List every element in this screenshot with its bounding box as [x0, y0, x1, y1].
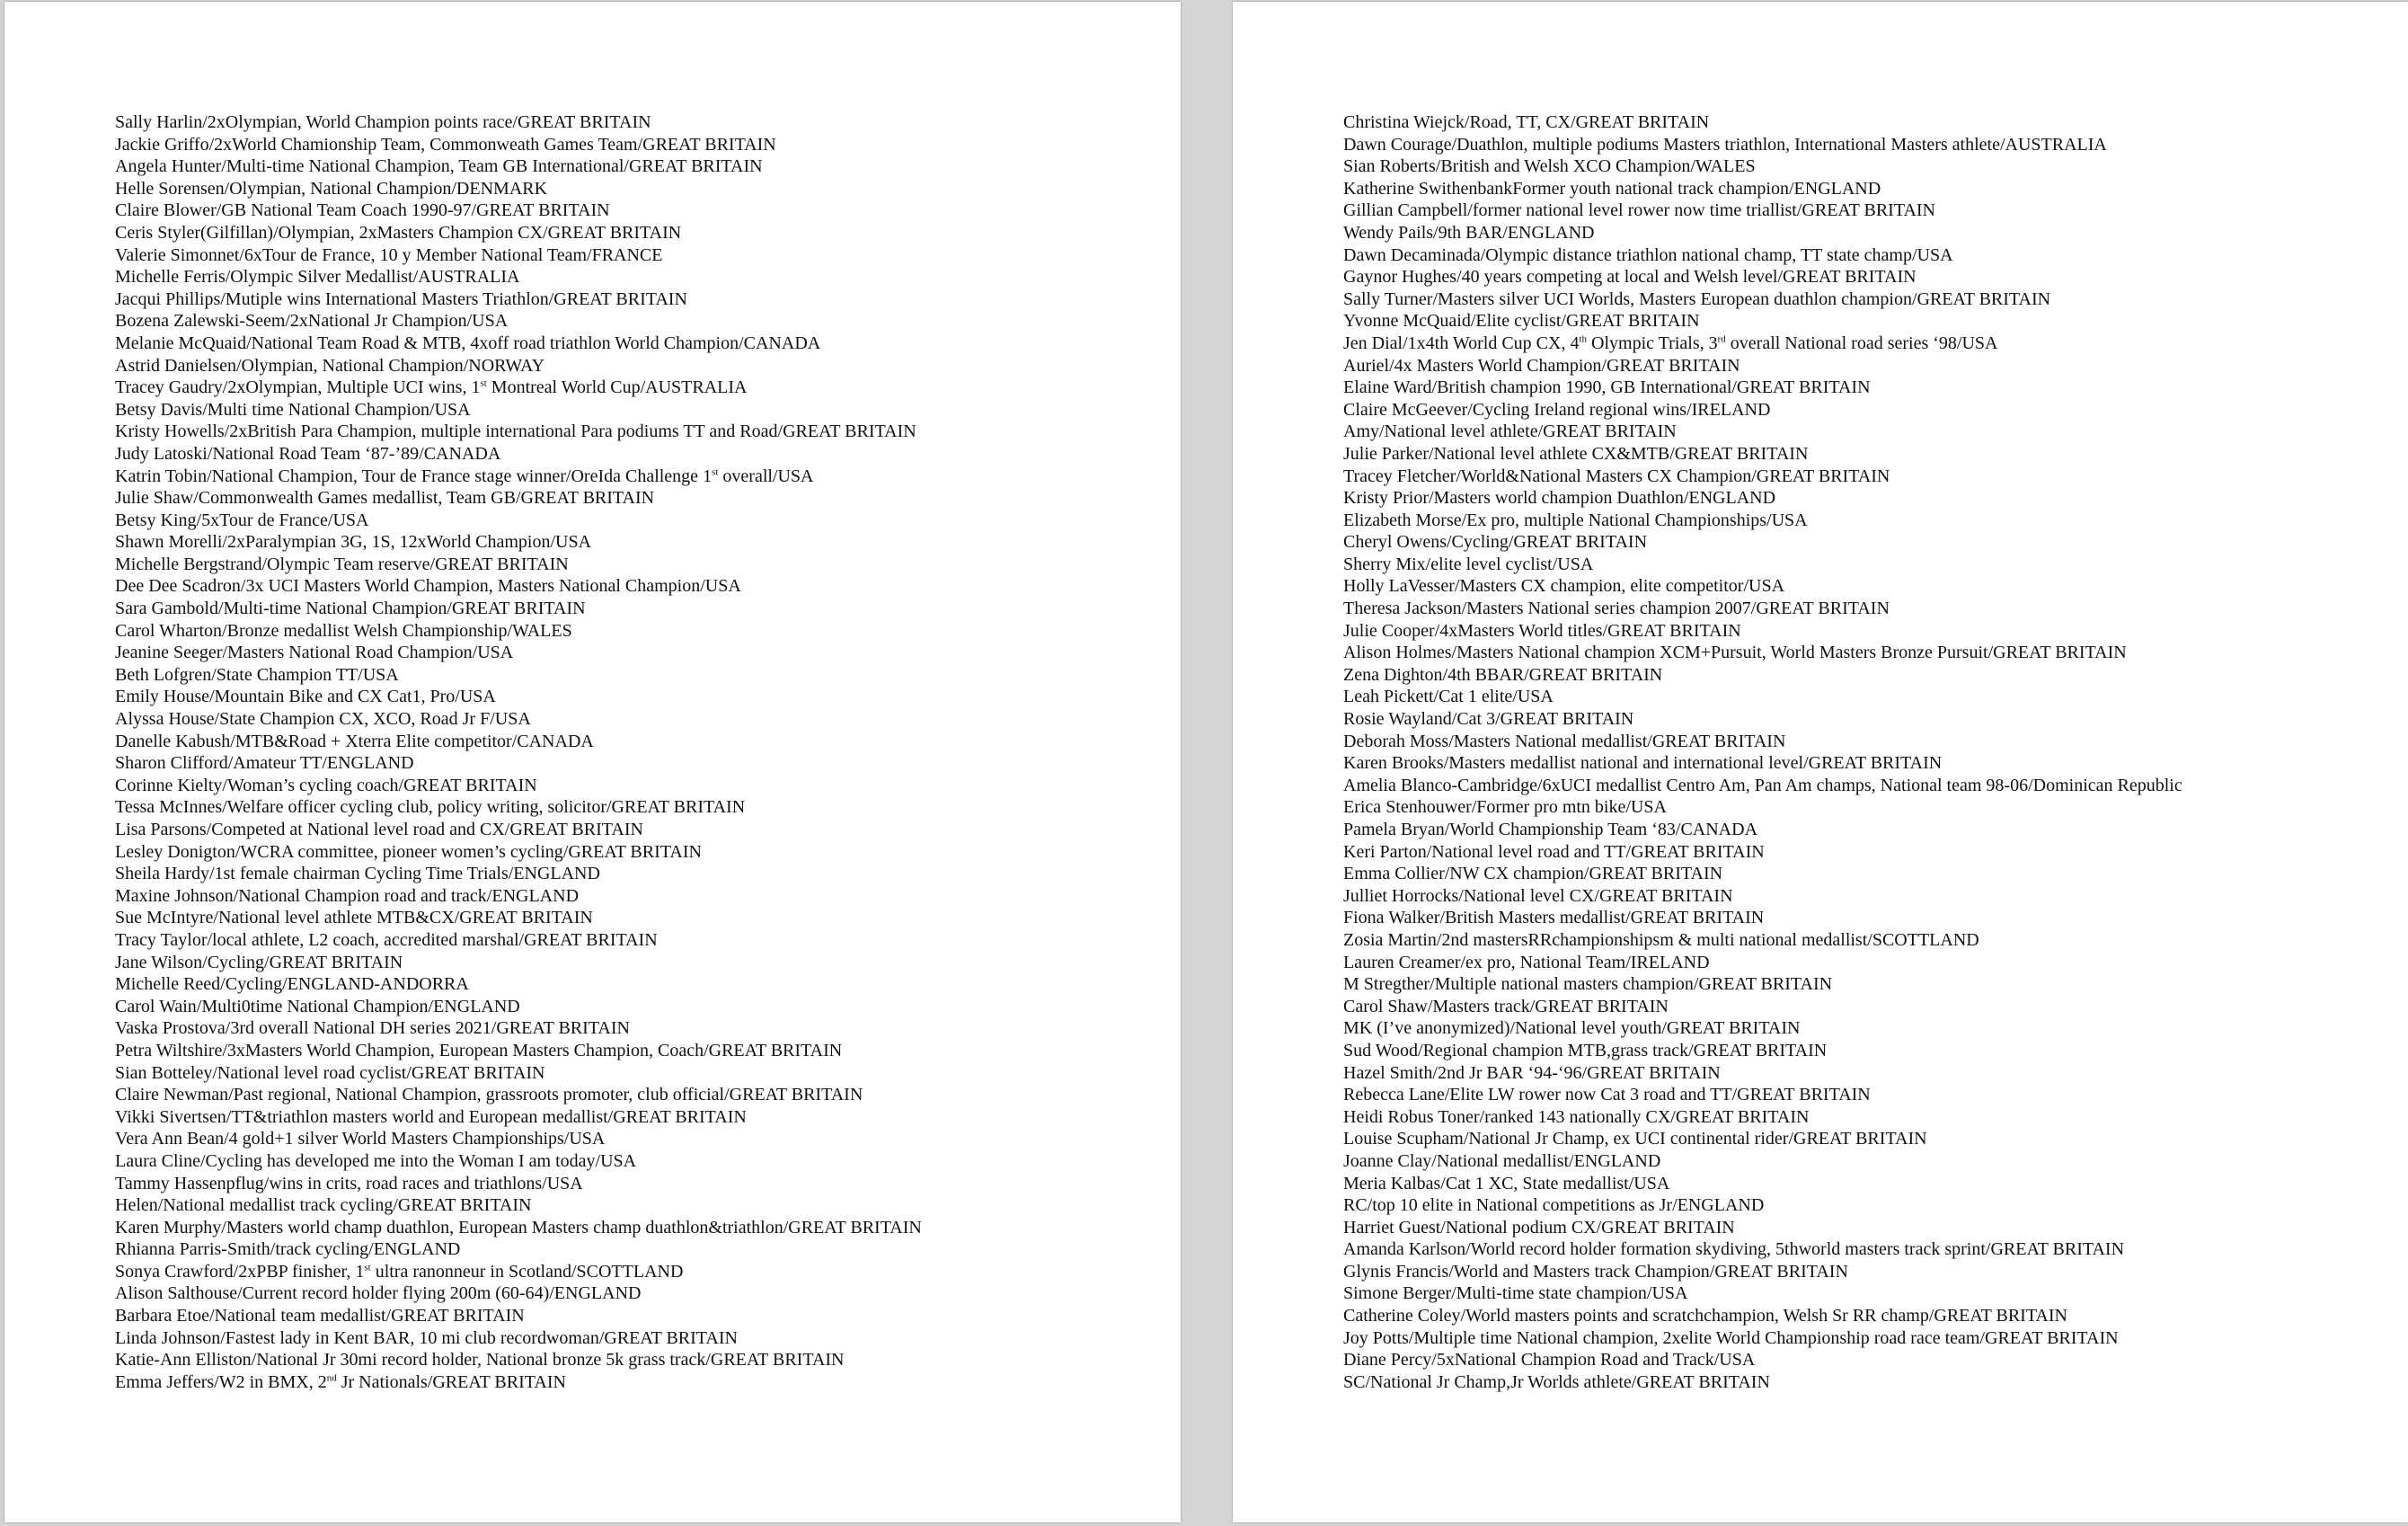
- document-page-2: [1233, 2, 2408, 1522]
- document-line: Rhianna Parris-Smith/track cycling/ENGLAND: [115, 1239, 461, 1260]
- document-line: Deborah Moss/Masters National medallist/GREAT BRITAIN: [1343, 731, 1786, 751]
- document-line: Gillian Campbell/former national level rower now time triallist/GREAT BRITAIN: [1343, 200, 1936, 221]
- document-line: Shawn Morelli/2xParalympian 3G, 1S, 12xWorld Champion/USA: [115, 532, 592, 553]
- line-text: Sonya Crawford/2xPBP finisher, 1: [115, 1261, 365, 1282]
- document-line: Tammy Hassenpflug/wins in crits, road races and triathlons/USA: [115, 1173, 583, 1193]
- document-line: Leah Pickett/Cat 1 elite/USA: [1343, 687, 1554, 707]
- document-line: Beth Lofgren/State Champion TT/USA: [115, 664, 399, 685]
- line-text: Montreal World Cup/AUSTRALIA: [486, 377, 748, 398]
- document-line: Linda Johnson/Fastest lady in Kent BAR, 10 mi club recordwoman/GREAT BRITAIN: [115, 1327, 738, 1348]
- document-line: Sara Gambold/Multi-time National Champion/GREAT BRITAIN: [115, 599, 586, 619]
- document-line: [115, 1261, 922, 1283]
- document-line: Angela Hunter/Multi-time National Champion, Team GB International/GREAT BRITAIN: [115, 156, 763, 177]
- document-line: Joanne Clay/National medallist/ENGLAND: [1343, 1150, 1661, 1171]
- document-line: Julie Parker/National level athlete CX&MTB/GREAT BRITAIN: [1343, 443, 1809, 464]
- document-line: Michelle Ferris/Olympic Silver Medallist/AUSTRALIA: [115, 267, 520, 288]
- document-line: Emily House/Mountain Bike and CX Cat1, Pro/USA: [115, 687, 496, 707]
- document-line: Maxine Johnson/National Champion road and track/ENGLAND: [115, 885, 580, 906]
- document-line: Zosia Martin/2nd mastersRRchampionshipsm & multi national medallist/SCOTTLAND: [1343, 929, 1979, 950]
- document-line: Vaska Prostova/3rd overall National DH series 2021/GREAT BRITAIN: [115, 1018, 630, 1039]
- document-line: Sharon Clifford/Amateur TT/ENGLAND: [115, 753, 414, 774]
- document-line: Emma Collier/NW CX champion/GREAT BRITAIN: [1343, 864, 1723, 884]
- document-line: Dawn Courage/Duathlon, multiple podiums Masters triathlon, International Masters athlete/AUSTRALIA: [1343, 134, 2107, 155]
- document-line: [1343, 333, 2182, 355]
- document-line: Zena Dighton/4th BBAR/GREAT BRITAIN: [1343, 664, 1663, 685]
- document-line: Danelle Kabush/MTB&Road + Xterra Elite competitor/CANADA: [115, 731, 594, 751]
- document-line: Sheila Hardy/1st female chairman Cycling Time Trials/ENGLAND: [115, 864, 600, 884]
- document-line: Harriet Guest/National podium CX/GREAT BRITAIN: [1343, 1217, 1735, 1238]
- document-line: Diane Percy/5xNational Champion Road and Track/USA: [1343, 1350, 1756, 1371]
- document-line: Meria Kalbas/Cat 1 XC, State medallist/USA: [1343, 1173, 1670, 1193]
- document-line: Jacqui Phillips/Mutiple wins International Masters Triathlon/GREAT BRITAIN: [115, 288, 687, 309]
- document-line: Corinne Kielty/Woman’s cycling coach/GREAT BRITAIN: [115, 775, 537, 795]
- page-1-text-lines: [115, 111, 922, 1393]
- document-line: M Stregther/Multiple national masters champion/GREAT BRITAIN: [1343, 974, 1833, 995]
- document-line: Claire Newman/Past regional, National Champion, grassroots promoter, club official/GREAT BRITAIN: [115, 1085, 863, 1105]
- document-line: Wendy Pails/9th BAR/ENGLAND: [1343, 222, 1595, 243]
- document-line: Karen Murphy/Masters world champ duathlon, European Masters champ duathlon&triathlon/GREAT BRITAIN: [115, 1217, 922, 1238]
- line-text: Emma Jeffers/W2 in BMX, 2: [115, 1371, 327, 1392]
- ordinal-superscript: st: [480, 377, 487, 389]
- document-line: Vikki Sivertsen/TT&triathlon masters world and European medallist/GREAT BRITAIN: [115, 1106, 747, 1127]
- document-line: Alison Salthouse/Current record holder flying 200m (60-64)/ENGLAND: [115, 1283, 642, 1304]
- document-line: Jane Wilson/Cycling/GREAT BRITAIN: [115, 952, 403, 972]
- document-line: Tracey Fletcher/World&National Masters CX Champion/GREAT BRITAIN: [1343, 466, 1890, 486]
- ordinal-superscript: th: [1579, 333, 1588, 345]
- document-line: Sherry Mix/elite level cyclist/USA: [1343, 554, 1594, 574]
- document-line: Catherine Coley/World masters points and scratchchampion, Welsh Sr RR champ/GREAT BRITAIN: [1343, 1306, 2067, 1326]
- document-line: Claire Blower/GB National Team Coach 1990-97/GREAT BRITAIN: [115, 200, 610, 221]
- line-text: overall National road series ‘98/USA: [1725, 333, 1998, 353]
- document-line: Jackie Griffo/2xWorld Chamionship Team, Commonweath Games Team/GREAT BRITAIN: [115, 134, 776, 155]
- line-text: Jen Dial/1x4th World Cup CX, 4: [1343, 333, 1580, 353]
- ordinal-superscript: st: [364, 1262, 371, 1273]
- line-text: Jr Nationals/GREAT BRITAIN: [336, 1371, 566, 1392]
- document-line: Christina Wiejck/Road, TT, CX/GREAT BRITAIN: [1343, 112, 1710, 132]
- document-line: Katie-Ann Elliston/National Jr 30mi record holder, National bronze 5k grass track/GREAT BRITAIN: [115, 1350, 845, 1371]
- document-line: Fiona Walker/British Masters medallist/GREAT BRITAIN: [1343, 908, 1765, 928]
- document-line: Simone Berger/Multi-time state champion/USA: [1343, 1283, 1688, 1304]
- document-line: Alison Holmes/Masters National champion XCM+Pursuit, World Masters Bronze Pursuit/GREAT BRITAIN: [1343, 643, 2127, 663]
- document-line: Sian Botteley/National level road cyclist/GREAT BRITAIN: [115, 1062, 545, 1083]
- page-2-text-lines: [1343, 111, 2182, 1393]
- ordinal-superscript: st: [712, 466, 719, 477]
- document-line: Helle Sorensen/Olympian, National Champion/DENMARK: [115, 178, 548, 199]
- document-line: [115, 1371, 922, 1394]
- document-line: Amanda Karlson/World record holder formation skydiving, 5thworld masters track sprint/GREAT BRITAIN: [1343, 1239, 2125, 1260]
- document-line: Vera Ann Bean/4 gold+1 silver World Masters Championships/USA: [115, 1129, 606, 1149]
- document-line: Kristy Howells/2xBritish Para Champion, multiple international Para podiums TT and Road/GREAT BRITAIN: [115, 421, 916, 442]
- document-line: Joy Potts/Multiple time National champion, 2xelite World Championship road race team/GREAT BRITAIN: [1343, 1327, 2119, 1348]
- line-text: overall/USA: [718, 466, 814, 486]
- document-line: Jeanine Seeger/Masters National Road Champion/USA: [115, 643, 514, 663]
- document-line: Sue McIntyre/National level athlete MTB&CX/GREAT BRITAIN: [115, 908, 593, 928]
- document-line: Barbara Etoe/National team medallist/GREAT BRITAIN: [115, 1306, 525, 1326]
- document-line: Julliet Horrocks/National level CX/GREAT BRITAIN: [1343, 885, 1733, 906]
- document-line: Sud Wood/Regional champion MTB,grass track/GREAT BRITAIN: [1343, 1040, 1828, 1060]
- line-text: ultra ranonneur in Scotland/SCOTTLAND: [370, 1261, 684, 1282]
- document-line: Rebecca Lane/Elite LW rower now Cat 3 road and TT/GREAT BRITAIN: [1343, 1085, 1871, 1105]
- document-line: Amelia Blanco-Cambridge/6xUCI medallist Centro Am, Pan Am champs, National team 98-06/Dominican Republic: [1343, 775, 2182, 795]
- document-page-1: [4, 2, 1181, 1522]
- document-line: [115, 377, 922, 399]
- document-line: Karen Brooks/Masters medallist national and international level/GREAT BRITAIN: [1343, 753, 1943, 774]
- line-text: Tracey Gaudry/2xOlympian, Multiple UCI wins, 1: [115, 377, 481, 398]
- document-line: Keri Parton/National level road and TT/GREAT BRITAIN: [1343, 841, 1765, 862]
- document-line: [115, 466, 922, 488]
- document-line: Laura Cline/Cycling has developed me into the Woman I am today/USA: [115, 1150, 637, 1171]
- document-line: Michelle Reed/Cycling/ENGLAND-ANDORRA: [115, 974, 469, 995]
- document-line: Claire McGeever/Cycling Ireland regional wins/IRELAND: [1343, 399, 1771, 420]
- document-line: Lisa Parsons/Competed at National level road and CX/GREAT BRITAIN: [115, 820, 643, 839]
- document-line: Betsy King/5xTour de France/USA: [115, 510, 369, 530]
- document-line: Michelle Bergstrand/Olympic Team reserve/GREAT BRITAIN: [115, 554, 569, 574]
- document-line: Lesley Donigton/WCRA committee, pioneer women’s cycling/GREAT BRITAIN: [115, 841, 702, 862]
- document-line: Gaynor Hughes/40 years competing at local and Welsh level/GREAT BRITAIN: [1343, 267, 1917, 288]
- document-line: Melanie McQuaid/National Team Road & MTB, 4xoff road triathlon World Champion/CANADA: [115, 333, 821, 353]
- document-line: Judy Latoski/National Road Team ‘87-’89/CANADA: [115, 443, 501, 464]
- document-line: Amy/National level athlete/GREAT BRITAIN: [1343, 421, 1677, 442]
- document-line: Hazel Smith/2nd Jr BAR ‘94-‘96/GREAT BRITAIN: [1343, 1062, 1721, 1083]
- document-line: Holly LaVesser/Masters CX champion, elite competitor/USA: [1343, 576, 1785, 597]
- document-line: Cheryl Owens/Cycling/GREAT BRITAIN: [1343, 532, 1648, 553]
- document-line: MK (I’ve anonymized)/National level youth/GREAT BRITAIN: [1343, 1018, 1801, 1039]
- line-text: Katrin Tobin/National Champion, Tour de France stage winner/OreIda Challenge 1: [115, 466, 713, 486]
- document-line: Ceris Styler(Gilfillan)/Olympian, 2xMasters Champion CX/GREAT BRITAIN: [115, 222, 682, 243]
- document-line: Alyssa House/State Champion CX, XCO, Road Jr F/USA: [115, 709, 531, 730]
- document-line: Heidi Robus Toner/ranked 143 nationally CX/GREAT BRITAIN: [1343, 1106, 1810, 1127]
- document-line: Rosie Wayland/Cat 3/GREAT BRITAIN: [1343, 709, 1634, 730]
- document-line: Elaine Ward/British champion 1990, GB International/GREAT BRITAIN: [1343, 377, 1871, 398]
- document-line: Auriel/4x Masters World Champion/GREAT BRITAIN: [1343, 355, 1740, 376]
- document-line: Bozena Zalewski-Seem/2xNational Jr Champion/USA: [115, 311, 509, 332]
- document-line: RC/top 10 elite in National competitions as Jr/ENGLAND: [1343, 1195, 1765, 1216]
- document-line: Katherine SwithenbankFormer youth national track champion/ENGLAND: [1343, 178, 1881, 199]
- document-line: Dee Dee Scadron/3x UCI Masters World Champion, Masters National Champion/USA: [115, 576, 741, 597]
- document-line: Erica Stenhouwer/Former pro mtn bike/USA: [1343, 797, 1667, 818]
- line-text: Olympic Trials, 3: [1587, 333, 1718, 353]
- document-line: Kristy Prior/Masters world champion Duathlon/ENGLAND: [1343, 488, 1776, 509]
- document-line: Betsy Davis/Multi time National Champion/USA: [115, 399, 471, 420]
- document-line: Glynis Francis/World and Masters track Champion/GREAT BRITAIN: [1343, 1261, 1848, 1282]
- document-line: Astrid Danielsen/Olympian, National Champion/NORWAY: [115, 355, 545, 376]
- document-line: Petra Wiltshire/3xMasters World Champion, European Masters Champion, Coach/GREAT BRITAIN: [115, 1040, 843, 1060]
- document-line: Theresa Jackson/Masters National series champion 2007/GREAT BRITAIN: [1343, 599, 1890, 619]
- document-line: Carol Wharton/Bronze medallist Welsh Championship/WALES: [115, 620, 572, 641]
- document-line: Louise Scupham/National Jr Champ, ex UCI continental rider/GREAT BRITAIN: [1343, 1129, 1927, 1149]
- document-line: Elizabeth Morse/Ex pro, multiple National Championships/USA: [1343, 510, 1808, 530]
- document-line: Carol Wain/Multi0time National Champion/ENGLAND: [115, 996, 520, 1016]
- document-line: Pamela Bryan/World Championship Team ‘83/CANADA: [1343, 820, 1758, 839]
- document-line: Julie Shaw/Commonwealth Games medallist, Team GB/GREAT BRITAIN: [115, 488, 655, 509]
- document-line: Valerie Simonnet/6xTour de France, 10 y Member National Team/FRANCE: [115, 244, 663, 265]
- document-line: SC/National Jr Champ,Jr Worlds athlete/GREAT BRITAIN: [1343, 1371, 1770, 1392]
- ordinal-superscript: nd: [326, 1372, 337, 1384]
- document-line: Helen/National medallist track cycling/GREAT BRITAIN: [115, 1195, 532, 1216]
- document-line: Tracy Taylor/local athlete, L2 coach, accredited marshal/GREAT BRITAIN: [115, 929, 658, 950]
- document-line: Sian Roberts/British and Welsh XCO Champion/WALES: [1343, 156, 1756, 177]
- document-line: Sally Turner/Masters silver UCI Worlds, Masters European duathlon champion/GREAT BRITAIN: [1343, 288, 2051, 309]
- document-line: Sally Harlin/2xOlympian, World Champion points race/GREAT BRITAIN: [115, 112, 651, 132]
- document-line: Tessa McInnes/Welfare officer cycling club, policy writing, solicitor/GREAT BRITAIN: [115, 797, 746, 818]
- document-line: Julie Cooper/4xMasters World titles/GREAT BRITAIN: [1343, 620, 1741, 641]
- document-line: Yvonne McQuaid/Elite cyclist/GREAT BRITAIN: [1343, 311, 1700, 332]
- document-line: Carol Shaw/Masters track/GREAT BRITAIN: [1343, 996, 1669, 1016]
- document-line: Lauren Creamer/ex pro, National Team/IRELAND: [1343, 952, 1710, 972]
- document-line: Dawn Decaminada/Olympic distance triathlon national champ, TT state champ/USA: [1343, 244, 1953, 265]
- ordinal-superscript: rd: [1717, 333, 1726, 345]
